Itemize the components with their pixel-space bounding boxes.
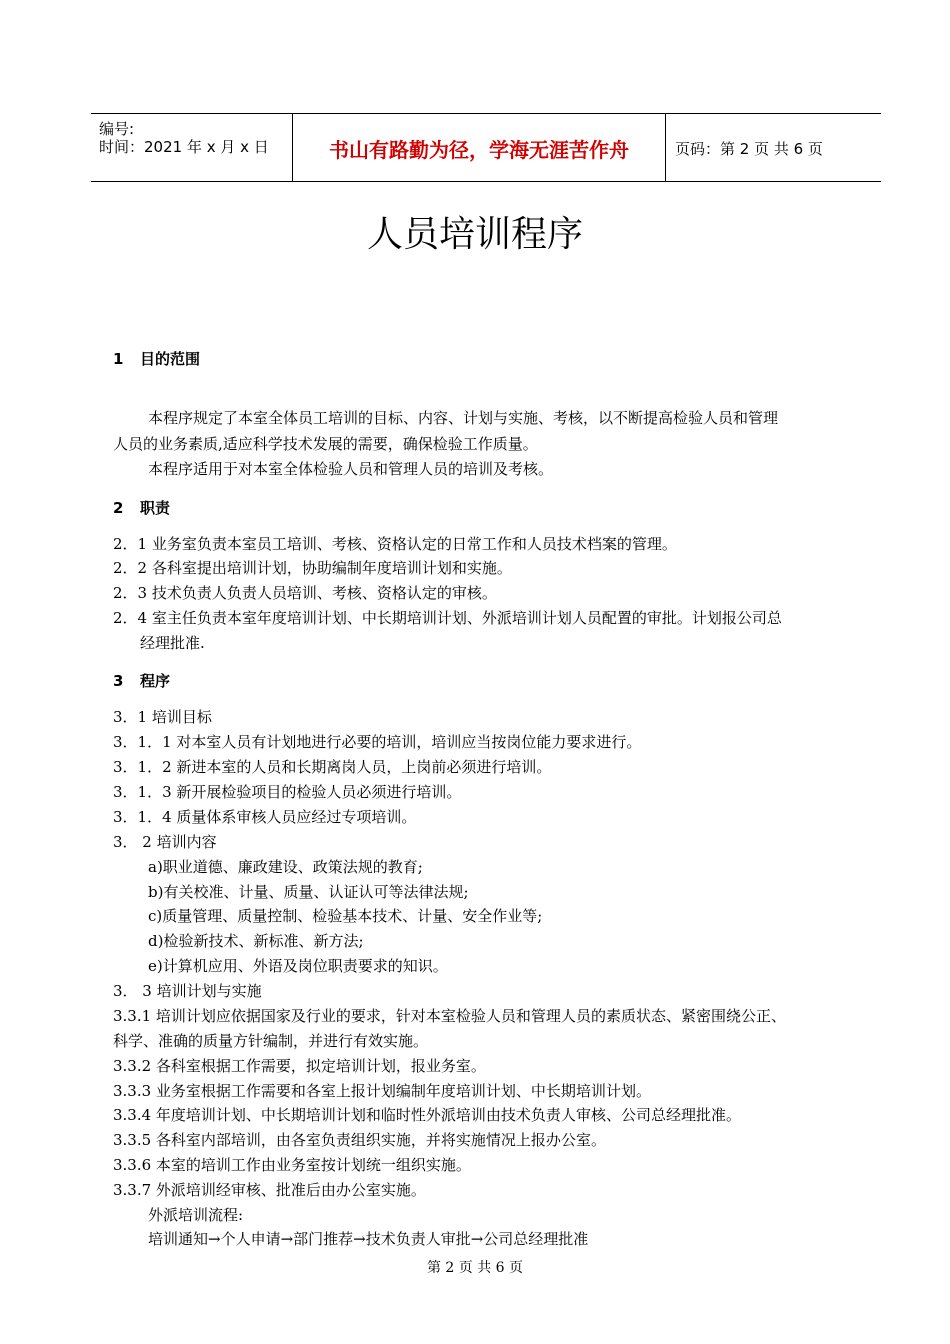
section-number: 3 [113,672,124,690]
list-item: e)计算机应用、外语及岗位职责要求的知识。 [148,957,448,975]
header-motto: 书山有路勤为径，学海无涯苦作舟 [329,138,629,162]
list-item: c)质量管理、质量控制、检验基本技术、计量、安全作业等; [148,907,543,925]
section-number: 2 [113,499,124,517]
document-header [91,113,881,182]
list-item: 3.3.3 业务室根据工作需要和各室上报计划编制年度培训计划、中长期培训计划。 [113,1082,651,1100]
section-title: 目的范围 [140,350,201,368]
section-heading-scope [113,348,200,369]
document-time-label: 时间：2021 年 x 月 x 日 [99,138,269,156]
list-item: 3．1．4 质量体系审核人员应经过专项培训。 [113,808,417,826]
list-item: a)职业道德、廉政建设、政策法规的教育; [148,858,423,876]
list-item-continuation: 经理批准. [140,634,205,652]
list-item: 2．3 技术负责人负责人员培训、考核、资格认定的审核。 [113,584,497,602]
list-item: d)检验新技术、新标准、新方法; [148,932,364,950]
header-page-number: 页码：第 2 页 共 6 页 [675,140,823,158]
list-item: 3.3.6 本室的培训工作由业务室按计划统一组织实施。 [113,1156,471,1174]
list-item: 3.3.5 各科室内部培训，由各室负责组织实施，并将实施情况上报办公室。 [113,1131,606,1149]
list-item: 3．1．1 对本室人员有计划地进行必要的培训，培训应当按岗位能力要求进行。 [113,733,642,751]
list-item: 2．2 各科室提出培训计划，协助编制年度培训计划和实施。 [113,559,512,577]
list-item: 3．1．3 新开展检验项目的检验人员必须进行培训。 [113,783,462,801]
paragraph-line: 本程序规定了本室全体员工培训的目标、内容、计划与实施、考核，以不断提高检验人员和管理 [148,409,779,427]
list-item: 3.3.1 培训计划应依据国家及行业的要求，针对本室检验人员和管理人员的素质状态、紧密围绕公正、 [113,1007,786,1025]
flow-label: 外派培训流程: [148,1206,244,1224]
list-item: 3.3.7 外派培训经审核、批准后由办公室实施。 [113,1181,426,1199]
list-item: 3． 3 培训计划与实施 [113,982,262,1000]
list-item: 3.3.4 年度培训计划、中长期培训计划和临时性外派培训由技术负责人审核、公司总经理批准。 [113,1106,741,1124]
paragraph-line: 人员的业务素质,适应科学技术发展的需要，确保检验工作质量。 [113,435,538,453]
document-title: 人员培训程序 [366,214,583,255]
list-item: 3．1 培训目标 [113,708,212,726]
page-footer: 第 2 页 共 6 页 [426,1260,524,1276]
list-item-continuation: 科学、准确的质量方针编制，并进行有效实施。 [113,1032,429,1050]
list-item: 3.3.2 各科室根据工作需要，拟定培训计划，报业务室。 [113,1057,486,1075]
section-title: 程序 [140,672,171,690]
paragraph-line: 本程序适用于对本室全体检验人员和管理人员的培训及考核。 [148,460,554,478]
section-number: 1 [113,350,124,368]
section-heading-procedure [113,670,170,691]
section-heading-duties [113,497,170,518]
list-item: 2．4 室主任负责本室年度培训计划、中长期培训计划、外派培训计划人员配置的审批。计划报公司总 [113,609,782,627]
list-item: 2．1 业务室负责本室员工培训、考核、资格认定的日常工作和人员技术档案的管理。 [113,535,677,553]
list-item: 3． 2 培训内容 [113,833,217,851]
section-title: 职责 [140,499,171,517]
flow-steps: 培训通知→个人申请→部门推荐→技术负责人审批→公司总经理批准 [148,1230,589,1248]
document-code-label: 编号: [99,120,135,138]
list-item: 3．1．2 新进本室的人员和长期离岗人员，上岗前必须进行培训。 [113,758,552,776]
list-item: b)有关校准、计量、质量、认证认可等法律法规; [148,883,469,901]
